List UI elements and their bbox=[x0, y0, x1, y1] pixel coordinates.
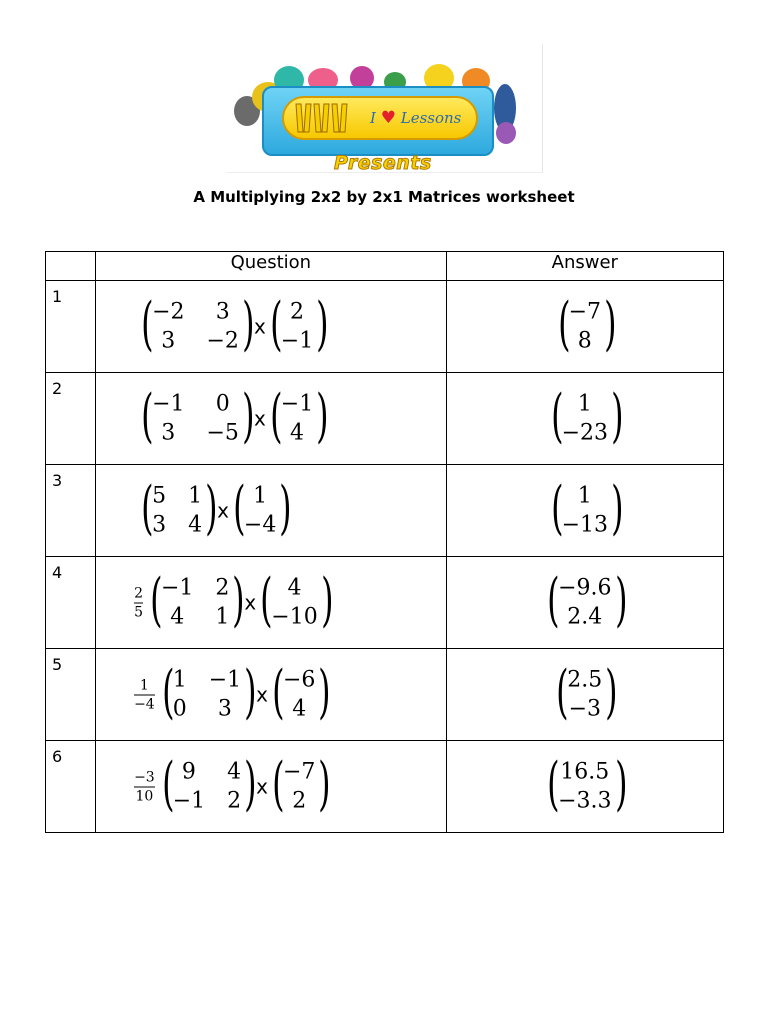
answer-entry: −9.6 bbox=[558, 575, 612, 600]
matrix-entry: −1 bbox=[152, 391, 185, 416]
times-symbol: x bbox=[256, 682, 268, 707]
vector-2x1 bbox=[283, 667, 315, 722]
left-paren: ( bbox=[547, 565, 560, 634]
table-row bbox=[46, 557, 724, 649]
question-expression bbox=[134, 565, 334, 634]
fraction-numerator: −3 bbox=[134, 769, 155, 785]
vector-2x1 bbox=[244, 483, 276, 538]
vector-entry: −10 bbox=[271, 604, 318, 629]
logo-banner bbox=[262, 86, 494, 156]
heart-icon: ♥ bbox=[380, 108, 396, 128]
right-paren: ) bbox=[611, 473, 624, 542]
matrix-entry: 3 bbox=[217, 696, 232, 721]
answer-vector bbox=[447, 381, 723, 450]
right-paren: ) bbox=[614, 565, 628, 634]
matrix-entry: −2 bbox=[206, 328, 239, 353]
left-paren: ( bbox=[550, 381, 564, 450]
fraction-numerator: 1 bbox=[139, 677, 149, 693]
answer-entries bbox=[569, 299, 601, 354]
left-paren: ( bbox=[233, 473, 246, 542]
logo-wordmark: I ♥ Lessons bbox=[370, 108, 462, 128]
answer-vector bbox=[447, 565, 723, 634]
right-paren: ) bbox=[232, 565, 246, 634]
answer-cell bbox=[446, 557, 723, 649]
matrix-entry: 0 bbox=[172, 696, 187, 721]
question-expression bbox=[138, 473, 292, 542]
answer-entries bbox=[558, 575, 611, 630]
right-paren: ) bbox=[611, 381, 624, 450]
answer-entries bbox=[562, 391, 608, 446]
vector-2x1 bbox=[281, 391, 313, 446]
left-paren: ( bbox=[269, 381, 283, 450]
question-expression bbox=[134, 749, 332, 818]
left-paren: ( bbox=[550, 473, 564, 542]
matrix-entry: 2 bbox=[227, 788, 242, 813]
header-question: Question bbox=[96, 252, 447, 281]
matrix-entry: 2 bbox=[215, 575, 230, 600]
right-paren: ) bbox=[320, 565, 334, 634]
answer-entry: 2.4 bbox=[567, 604, 603, 629]
answer-vector bbox=[447, 473, 723, 542]
matrix-entry: 4 bbox=[170, 604, 185, 629]
answer-cell bbox=[446, 373, 723, 465]
right-paren: ) bbox=[244, 657, 257, 726]
matrix-entry: −1 bbox=[160, 575, 194, 600]
matrix-2x2 bbox=[173, 667, 241, 722]
matrix-entry: −5 bbox=[206, 420, 239, 445]
matrix-entry: 1 bbox=[215, 604, 230, 629]
answer-entry: −13 bbox=[561, 512, 608, 537]
question-number: 5 bbox=[46, 649, 96, 741]
vector-entry: 1 bbox=[253, 483, 268, 508]
question-number: 4 bbox=[46, 557, 96, 649]
question-cell bbox=[96, 281, 447, 373]
left-paren: ( bbox=[269, 289, 283, 358]
question-expression bbox=[138, 289, 329, 358]
question-cell bbox=[96, 741, 447, 833]
question-number: 2 bbox=[46, 373, 96, 465]
table-header-row bbox=[46, 252, 724, 281]
question-cell bbox=[96, 557, 447, 649]
matrix-entry: 3 bbox=[152, 512, 167, 537]
answer-vector bbox=[447, 657, 723, 726]
left-paren: ( bbox=[272, 749, 285, 818]
vector-2x1 bbox=[281, 299, 313, 354]
answer-vector bbox=[447, 289, 723, 358]
matrix-entry: 5 bbox=[152, 483, 167, 508]
vector-entry: 4 bbox=[287, 575, 302, 600]
answer-entry: −3 bbox=[568, 696, 601, 721]
times-symbol: x bbox=[253, 314, 266, 339]
matrix-entry: 1 bbox=[188, 483, 203, 508]
question-number: 1 bbox=[46, 281, 96, 373]
matrix-2x2 bbox=[152, 483, 202, 538]
vector-entry: −6 bbox=[282, 667, 316, 692]
right-paren: ) bbox=[316, 381, 329, 450]
answer-entry: −7 bbox=[568, 299, 601, 324]
header-number bbox=[46, 252, 96, 281]
fraction-numerator: 2 bbox=[134, 585, 143, 601]
answer-entry: 8 bbox=[577, 328, 592, 353]
question-cell bbox=[96, 373, 447, 465]
right-paren: ) bbox=[604, 289, 617, 358]
vector-entry: −1 bbox=[280, 391, 314, 416]
right-paren: ) bbox=[205, 473, 218, 542]
right-paren: ) bbox=[279, 473, 292, 542]
monster-icon bbox=[496, 122, 516, 144]
answer-cell bbox=[446, 281, 723, 373]
matrix-2x2 bbox=[161, 575, 229, 630]
scalar-fraction bbox=[134, 676, 155, 713]
right-paren: ) bbox=[244, 749, 257, 818]
answer-entry: −3.3 bbox=[558, 788, 612, 813]
vector-2x1 bbox=[283, 759, 315, 814]
left-paren: ( bbox=[141, 381, 154, 450]
right-paren: ) bbox=[605, 657, 618, 726]
answer-entries bbox=[567, 667, 602, 722]
matrix-entry: −1 bbox=[172, 788, 206, 813]
fraction-denominator: 5 bbox=[134, 604, 143, 620]
answer-cell bbox=[446, 465, 723, 557]
vector-2x1 bbox=[271, 575, 317, 630]
vector-entry: 4 bbox=[290, 420, 304, 445]
answer-cell bbox=[446, 649, 723, 741]
answer-entry: 1 bbox=[577, 483, 592, 508]
question-number: 3 bbox=[46, 465, 96, 557]
question-expression bbox=[134, 657, 332, 726]
table-row bbox=[46, 649, 724, 741]
times-symbol: x bbox=[253, 406, 266, 431]
right-paren: ) bbox=[316, 289, 329, 358]
question-cell bbox=[96, 649, 447, 741]
matrix-entry: 1 bbox=[172, 667, 187, 692]
left-paren: ( bbox=[547, 749, 560, 818]
matrix-entry: −1 bbox=[208, 667, 242, 692]
answer-entry: 16.5 bbox=[560, 759, 610, 784]
question-number: 6 bbox=[46, 741, 96, 833]
right-paren: ) bbox=[318, 657, 332, 726]
right-paren: ) bbox=[614, 749, 628, 818]
left-paren: ( bbox=[556, 657, 569, 726]
matrix-entry: −2 bbox=[152, 299, 185, 324]
times-symbol: x bbox=[217, 498, 229, 523]
answer-entry: 1 bbox=[577, 391, 592, 416]
matrix-2x2 bbox=[173, 759, 241, 814]
matrix-entry: 3 bbox=[215, 299, 230, 324]
answer-vector bbox=[447, 749, 723, 818]
matrix-entry: 3 bbox=[161, 420, 176, 445]
answer-entries bbox=[558, 759, 611, 814]
left-paren: ( bbox=[150, 565, 163, 634]
header-answer: Answer bbox=[446, 252, 723, 281]
scalar-fraction bbox=[134, 768, 155, 805]
logo-pill bbox=[282, 96, 478, 140]
left-paren: ( bbox=[141, 473, 154, 542]
matrix-entry: 3 bbox=[161, 328, 176, 353]
logo-presents: Presents bbox=[334, 152, 432, 174]
answer-entries bbox=[562, 483, 608, 538]
matrix-entry: 0 bbox=[215, 391, 230, 416]
table-row bbox=[46, 465, 724, 557]
question-cell bbox=[96, 465, 447, 557]
table-row bbox=[46, 741, 724, 833]
vector-entry: 4 bbox=[292, 696, 307, 721]
vector-entry: −4 bbox=[243, 512, 277, 537]
right-paren: ) bbox=[242, 381, 255, 450]
vector-entry: −7 bbox=[282, 759, 316, 784]
matrix-entry: 4 bbox=[188, 512, 203, 537]
matrix-2x2 bbox=[152, 299, 239, 354]
times-symbol: x bbox=[244, 590, 257, 615]
left-paren: ( bbox=[161, 749, 175, 818]
left-paren: ( bbox=[260, 565, 273, 634]
question-expression bbox=[138, 381, 329, 450]
answer-entry: 2.5 bbox=[567, 667, 603, 692]
answer-cell bbox=[446, 741, 723, 833]
table-row bbox=[46, 281, 724, 373]
matrix-entry: 4 bbox=[227, 759, 242, 784]
right-paren: ) bbox=[318, 749, 332, 818]
right-paren: ) bbox=[242, 289, 255, 358]
left-paren: ( bbox=[141, 289, 154, 358]
worksheet-table bbox=[45, 251, 724, 833]
left-paren: ( bbox=[557, 289, 571, 358]
left-paren: ( bbox=[161, 657, 175, 726]
table-row bbox=[46, 373, 724, 465]
matrix-entry: 9 bbox=[181, 759, 196, 784]
left-paren: ( bbox=[272, 657, 285, 726]
fraction-denominator: −4 bbox=[134, 696, 155, 712]
times-symbol: x bbox=[256, 774, 268, 799]
matrix-2x2 bbox=[152, 391, 239, 446]
scalar-fraction bbox=[134, 584, 143, 621]
stripes-icon bbox=[294, 102, 352, 134]
fraction-denominator: 10 bbox=[135, 788, 154, 804]
vector-entry: 2 bbox=[292, 788, 307, 813]
vector-entry: −1 bbox=[280, 328, 314, 353]
vector-entry: 2 bbox=[290, 299, 304, 324]
answer-entry: −23 bbox=[561, 420, 608, 445]
worksheet-title: A Multiplying 2x2 by 2x1 Matrices worksheet bbox=[193, 188, 575, 206]
i-love-lessons-logo bbox=[226, 44, 544, 174]
